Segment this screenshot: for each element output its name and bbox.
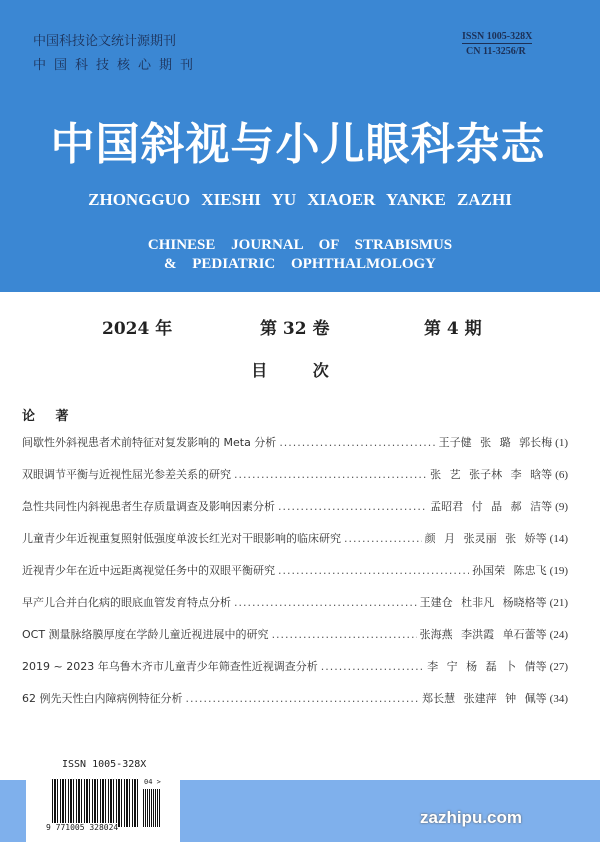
toc-title: 62 例先天性白内障病例特征分析: [22, 692, 183, 705]
toc-authors: 王子健 张 璐 郭长梅: [438, 436, 553, 449]
toc-leader: [278, 500, 427, 513]
toc-leader: [279, 436, 435, 449]
barcode-addon: 04 >: [144, 778, 161, 786]
journal-title-en-1: CHINESE JOURNAL OF STRABISMUS: [147, 237, 453, 253]
barcode-number: 9 771005 328024: [46, 823, 119, 832]
toc-leader: [344, 532, 422, 545]
issue-volume: 第 32 卷: [260, 319, 330, 339]
toc-page: (34): [549, 693, 568, 705]
toc-authors: 李 宁 杨 磊 卜 倩等: [427, 660, 547, 673]
toc-leader: [234, 468, 427, 481]
issue-number: 第 4 期: [424, 319, 482, 339]
toc-page: (1): [555, 437, 568, 449]
toc-authors: 郑长慧 张建萍 钟 佩等: [422, 692, 547, 705]
toc-entry: [22, 434, 568, 450]
toc-page: (19): [549, 565, 568, 577]
toc-entry: [22, 466, 568, 482]
toc-entry: [22, 626, 568, 642]
journal-title-cn: 中国斜视与小儿眼科杂志: [50, 119, 546, 170]
toc-entry: [22, 594, 568, 610]
issue-year: 2024 年: [102, 319, 173, 339]
toc-title: 儿童青少年近视重复照射低强度单波长红光对干眼影响的临床研究: [22, 532, 341, 545]
toc-entry: [22, 562, 568, 578]
tagline-core-journal: 中国科技核心期刊: [33, 58, 202, 73]
toc-entry: [22, 658, 568, 674]
toc-title: OCT 测量脉络膜厚度在学龄儿童近视进展中的研究: [22, 628, 269, 641]
journal-title-en-2: & PEDIATRIC OPHTHALMOLOGY: [163, 256, 437, 272]
toc-title: 双眼调节平衡与近视性屈光参差关系的研究: [22, 468, 231, 481]
toc-leader: [272, 628, 417, 641]
toc-title: 间歇性外斜视患者术前特征对复发影响的 Meta 分析: [22, 436, 277, 449]
watermark: zazhipu.com: [420, 808, 523, 827]
barcode-issn: ISSN 1005-328X: [62, 759, 147, 770]
toc-entry: [22, 498, 568, 514]
toc-page: (21): [549, 597, 568, 609]
toc-authors: 孙国荣 陈忠飞: [472, 564, 547, 577]
bottom-band-left: [0, 780, 26, 842]
toc-page: (14): [549, 533, 568, 545]
tagline-source-journal: 中国科技论文统计源期刊: [33, 34, 177, 49]
toc-page: (24): [549, 629, 568, 641]
toc-leader: [278, 564, 469, 577]
barcode: [46, 775, 174, 837]
cn-label: CN 11-3256/R: [466, 46, 526, 57]
toc-title: 早产儿合并白化病的眼底血管发育特点分析: [22, 596, 231, 609]
toc-leader: [234, 596, 417, 609]
toc-title: 急性共同性内斜视患者生存质量调查及影响因素分析: [22, 500, 275, 513]
issn-label: ISSN 1005-328X: [462, 31, 533, 42]
bottom-band: [180, 780, 600, 842]
toc-page: (27): [549, 661, 568, 673]
toc-leader: [186, 692, 420, 705]
section-heading: 论 著: [22, 409, 77, 424]
toc-authors: 王建仓 杜非凡 杨晓格等: [419, 596, 547, 609]
toc-entry: [22, 530, 568, 546]
toc-authors: 孟昭君 付 晶 郝 洁等: [430, 500, 553, 513]
toc-authors: 张 艺 张子林 李 晗等: [430, 468, 553, 481]
toc-leader: [321, 660, 424, 673]
journal-title-pinyin: ZHONGGUO XIESHI YU XIAOER YANKE ZAZHI: [88, 190, 512, 209]
toc-page: (9): [555, 501, 568, 513]
toc-title: 2019 ~ 2023 年乌鲁木齐市儿童青少年筛查性近视调查分析: [22, 660, 318, 673]
barcode-addon-bars: [143, 789, 161, 827]
toc-entry: [22, 690, 568, 706]
toc-title: 近视青少年在近中远距离视觉任务中的双眼平衡研究: [22, 564, 275, 577]
toc-page: (6): [555, 469, 568, 481]
cover-header: [0, 0, 600, 292]
contents-title: 目 次: [251, 361, 349, 380]
toc-authors: 颜 月 张灵丽 张 娇等: [424, 532, 547, 545]
barcode-bars: [52, 779, 140, 827]
toc-authors: 张海燕 李洪霞 单石蕾等: [419, 628, 547, 641]
